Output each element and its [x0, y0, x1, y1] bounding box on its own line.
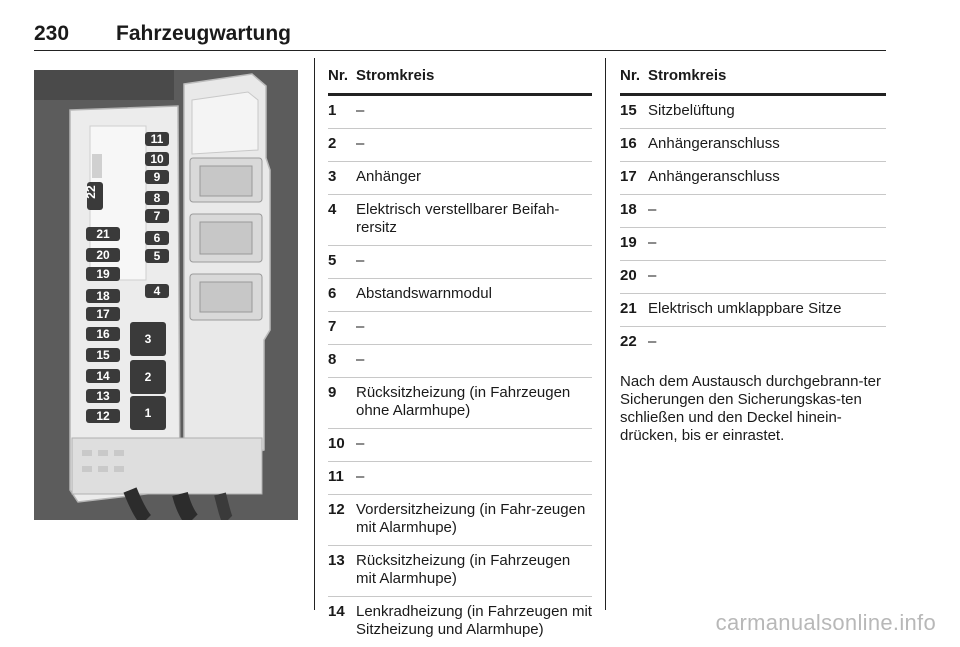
column-header-circuit: Stromkreis	[356, 66, 435, 84]
fuse-label-4: 4	[153, 284, 161, 298]
table-row	[620, 129, 886, 162]
row-number: 2	[328, 135, 337, 152]
row-number: 10	[328, 435, 345, 452]
row-text: –	[648, 267, 657, 284]
fuse-label-12: 12	[96, 409, 110, 423]
table-row	[620, 261, 886, 294]
column-divider-right	[605, 58, 606, 610]
table-row	[328, 162, 592, 195]
table-row	[328, 597, 592, 647]
watermark-link[interactable]: carmanualsonline.info	[715, 610, 936, 635]
fuse-label-1: 1	[144, 406, 152, 420]
row-text: Anhängeranschluss	[648, 168, 780, 185]
fuse-box-diagram	[34, 70, 298, 520]
row-text: –	[356, 435, 365, 452]
table-row	[328, 546, 592, 597]
row-number: 7	[328, 318, 337, 335]
row-number: 22	[620, 333, 637, 350]
fuse-label-7: 7	[153, 209, 161, 223]
row-number: 15	[620, 102, 637, 119]
table-row	[328, 495, 592, 546]
fuse-label-15: 15	[96, 348, 110, 362]
row-text: Anhängeranschluss	[648, 135, 780, 152]
table-row	[328, 96, 592, 129]
row-text: Sitzbelüftung	[648, 102, 735, 119]
row-text: –	[356, 468, 365, 485]
row-number: 13	[328, 552, 345, 569]
fuse-table-left	[328, 58, 592, 647]
column-header-nr: Nr.	[620, 66, 641, 84]
fuse-label-17: 17	[96, 307, 110, 321]
table-row	[328, 279, 592, 312]
table-row	[328, 378, 592, 429]
table-row	[620, 162, 886, 195]
fuse-label-5: 5	[153, 249, 161, 263]
table-row	[328, 429, 592, 462]
row-text: Elektrisch umklappbare Sitze	[648, 300, 842, 317]
row-text: Anhänger	[356, 168, 422, 185]
row-text: –	[356, 135, 365, 152]
page-number: 230	[34, 22, 70, 45]
fuse-label-11: 11	[150, 132, 164, 146]
row-number: 9	[328, 384, 337, 401]
row-number: 3	[328, 168, 337, 185]
row-number: 12	[328, 501, 345, 518]
fuse-label-22: 22	[84, 185, 98, 199]
fuse-label-9: 9	[153, 170, 161, 184]
fuse-label-18: 18	[96, 289, 110, 303]
table-body	[620, 96, 886, 359]
fuse-label-19: 19	[96, 267, 110, 281]
fuse-label-6: 6	[153, 231, 161, 245]
table-row	[328, 312, 592, 345]
table-header	[328, 58, 592, 96]
row-text: Rücksitzheizung (in Fahrzeugen mit Alarmhupe)	[356, 552, 571, 587]
row-text: –	[356, 351, 365, 368]
row-text: Rücksitzheizung (in Fahrzeugen ohne Alarmhupe)	[356, 384, 571, 419]
column-header-nr: Nr.	[328, 66, 349, 84]
table-row	[328, 246, 592, 279]
row-number: 19	[620, 234, 637, 251]
row-number: 18	[620, 201, 637, 218]
header-rule	[34, 50, 886, 51]
table-row	[620, 294, 886, 327]
row-number: 11	[328, 468, 344, 485]
row-text: Vordersitzheizung (in Fahr-zeugen mit Alarmhupe)	[356, 501, 586, 536]
table-row	[328, 345, 592, 378]
row-text: –	[356, 318, 365, 335]
row-text: –	[356, 252, 365, 269]
table-row	[620, 327, 886, 359]
table-body	[328, 96, 592, 647]
row-number: 20	[620, 267, 637, 284]
column-divider-left	[314, 58, 315, 610]
table-row	[328, 129, 592, 162]
fuse-label-8: 8	[153, 191, 161, 205]
fuse-label-21: 21	[96, 227, 110, 241]
fuse-label-3: 3	[144, 332, 152, 346]
row-text: –	[648, 333, 657, 350]
row-number: 16	[620, 135, 637, 152]
fuse-table-right	[620, 58, 886, 445]
table-row	[620, 195, 886, 228]
page-title: Fahrzeugwartung	[116, 22, 292, 45]
row-number: 14	[328, 603, 345, 620]
table-header	[620, 58, 886, 96]
table-row	[620, 96, 886, 129]
row-text: Abstandswarnmodul	[356, 285, 492, 302]
row-number: 5	[328, 252, 337, 269]
row-number: 8	[328, 351, 337, 368]
row-number: 21	[620, 300, 637, 317]
row-text: Lenkradheizung (in Fahrzeugen mit Sitzheizung und Alarmhupe)	[356, 603, 592, 638]
table-row	[328, 195, 592, 246]
fuse-label-14: 14	[96, 369, 110, 383]
replacement-note: Nach dem Austausch durchgebrann-ter Sicherungen den Sicherungskas-ten schließen und den Deckel hinein-drücken, bis er einrastet.	[620, 373, 881, 444]
row-text: –	[356, 102, 365, 119]
row-number: 4	[328, 201, 337, 218]
table-row	[328, 462, 592, 495]
row-number: 6	[328, 285, 337, 302]
row-text: –	[648, 234, 657, 251]
column-header-circuit: Stromkreis	[648, 66, 727, 84]
row-number: 1	[328, 102, 337, 119]
row-text: Elektrisch verstellbarer Beifah-rersitz	[356, 201, 560, 236]
fuse-label-16: 16	[96, 327, 110, 341]
fuse-label-20: 20	[96, 248, 110, 262]
row-text: –	[648, 201, 657, 218]
fuse-label-10: 10	[150, 152, 164, 166]
row-number: 17	[620, 168, 637, 185]
fuse-label-13: 13	[96, 389, 110, 403]
fuse-label-2: 2	[144, 370, 152, 384]
table-row	[620, 228, 886, 261]
